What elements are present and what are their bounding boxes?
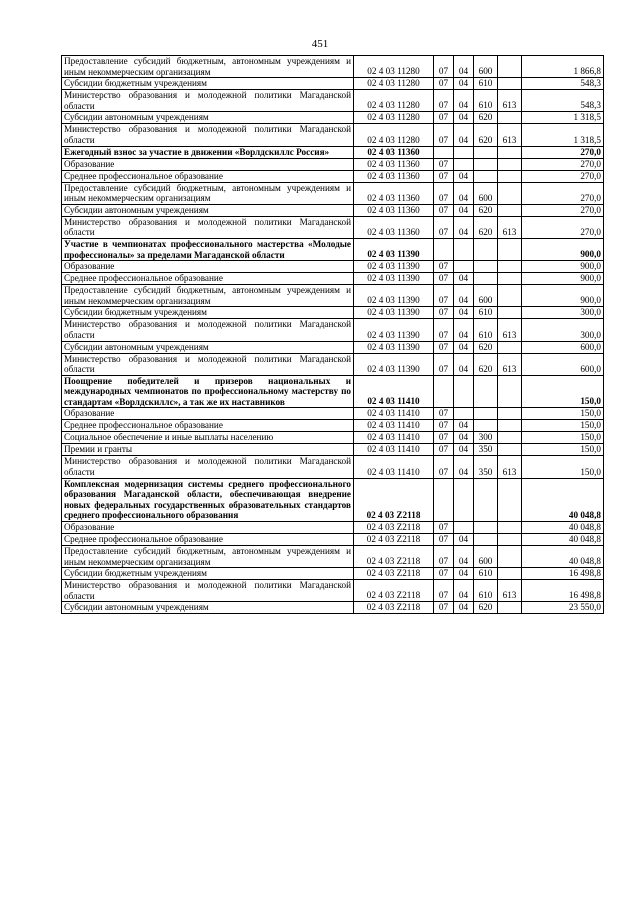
row-name-cell: Социальное обеспечение и иные выплаты населению [62, 432, 354, 444]
row-amount-cell: 150,0 [522, 420, 604, 432]
row-section-cell [434, 478, 454, 521]
table-row [62, 420, 604, 432]
table-row [62, 408, 604, 420]
row-expense-type-cell [474, 170, 498, 182]
row-section-cell: 07 [434, 408, 454, 420]
row-name-cell: Субсидии бюджетным учреждениям [62, 78, 354, 90]
row-expense-type-cell: 600 [474, 546, 498, 568]
row-section-cell: 07 [434, 285, 454, 307]
budget-table [61, 55, 604, 614]
row-expense-type-cell: 620 [474, 112, 498, 124]
row-expense-type-cell [474, 420, 498, 432]
row-section-cell: 07 [434, 602, 454, 614]
row-code-cell: 02 4 03 Z2118 [354, 568, 434, 580]
table-row [62, 158, 604, 170]
row-ministry-code-cell [498, 534, 522, 546]
row-code-cell: 02 4 03 11390 [354, 273, 434, 285]
row-expense-type-cell: 350 [474, 456, 498, 478]
row-subsection-cell [454, 408, 474, 420]
row-subsection-cell [454, 478, 474, 521]
row-name-cell: Комплексная модернизация системы среднего профессионального образования Магаданской области, обеспечивающая внедрение новых федеральных государственных образовательных стандартов среднего профессионального образования [62, 478, 354, 521]
page-number: 451 [311, 38, 329, 50]
row-code-cell: 02 4 03 11410 [354, 444, 434, 456]
row-expense-type-cell: 620 [474, 602, 498, 614]
row-expense-type-cell: 620 [474, 216, 498, 238]
row-subsection-cell [454, 375, 474, 408]
row-subsection-cell: 04 [454, 353, 474, 375]
row-name-cell: Предоставление субсидий бюджетным, автономным учреждениям и иным некоммерческим организациям [62, 285, 354, 307]
row-ministry-code-cell [498, 420, 522, 432]
row-ministry-code-cell [498, 375, 522, 408]
row-name-cell: Образование [62, 522, 354, 534]
table-row [62, 534, 604, 546]
row-amount-cell: 600,0 [522, 341, 604, 353]
row-amount-cell: 270,0 [522, 182, 604, 204]
row-section-cell: 07 [434, 341, 454, 353]
row-ministry-code-cell [498, 285, 522, 307]
row-subsection-cell: 04 [454, 580, 474, 602]
row-name-cell: Поощрение победителей и призеров национальных и международных чемпионатов по профессиональному мастерству по стандартам «Ворлдскиллс», а так же их наставников [62, 375, 354, 408]
row-section-cell [434, 375, 454, 408]
row-name-cell: Среднее профессиональное образование [62, 534, 354, 546]
row-subsection-cell: 04 [454, 568, 474, 580]
row-name-cell: Субсидии автономным учреждениям [62, 341, 354, 353]
row-code-cell: 02 4 03 Z2118 [354, 478, 434, 521]
row-expense-type-cell [474, 534, 498, 546]
table-row [62, 182, 604, 204]
row-name-cell: Субсидии автономным учреждениям [62, 112, 354, 124]
row-ministry-code-cell [498, 432, 522, 444]
row-section-cell: 07 [434, 456, 454, 478]
row-code-cell: 02 4 03 11360 [354, 216, 434, 238]
row-expense-type-cell [474, 522, 498, 534]
row-subsection-cell: 04 [454, 182, 474, 204]
row-expense-type-cell: 610 [474, 568, 498, 580]
row-section-cell: 07 [434, 158, 454, 170]
row-ministry-code-cell: 613 [498, 216, 522, 238]
row-ministry-code-cell [498, 602, 522, 614]
row-amount-cell: 150,0 [522, 444, 604, 456]
table-row [62, 307, 604, 319]
row-expense-type-cell: 600 [474, 285, 498, 307]
table-row [62, 78, 604, 90]
row-name-cell: Министерство образования и молодежной политики Магаданской области [62, 124, 354, 146]
row-subsection-cell: 04 [454, 124, 474, 146]
table-row [62, 204, 604, 216]
row-subsection-cell: 04 [454, 456, 474, 478]
row-amount-cell: 300,0 [522, 319, 604, 341]
row-code-cell: 02 4 03 11410 [354, 408, 434, 420]
row-name-cell: Субсидии бюджетным учреждениям [62, 568, 354, 580]
row-code-cell: 02 4 03 Z2118 [354, 534, 434, 546]
row-section-cell: 07 [434, 546, 454, 568]
row-amount-cell: 300,0 [522, 307, 604, 319]
table-row [62, 456, 604, 478]
row-ministry-code-cell [498, 182, 522, 204]
row-ministry-code-cell [498, 408, 522, 420]
row-expense-type-cell: 620 [474, 341, 498, 353]
row-section-cell: 07 [434, 216, 454, 238]
row-amount-cell: 1 318,5 [522, 112, 604, 124]
row-section-cell: 07 [434, 353, 454, 375]
row-subsection-cell: 04 [454, 216, 474, 238]
row-section-cell [434, 146, 454, 158]
row-subsection-cell [454, 238, 474, 260]
table-row [62, 56, 604, 78]
row-subsection-cell [454, 158, 474, 170]
table-row [62, 90, 604, 112]
row-code-cell: 02 4 03 11410 [354, 432, 434, 444]
row-amount-cell: 40 048,8 [522, 522, 604, 534]
row-ministry-code-cell [498, 273, 522, 285]
row-expense-type-cell: 610 [474, 580, 498, 602]
row-subsection-cell: 04 [454, 112, 474, 124]
row-section-cell: 07 [434, 568, 454, 580]
row-code-cell: 02 4 03 11410 [354, 375, 434, 408]
row-name-cell: Образование [62, 408, 354, 420]
row-amount-cell: 270,0 [522, 170, 604, 182]
row-name-cell: Министерство образования и молодежной политики Магаданской области [62, 216, 354, 238]
row-subsection-cell: 04 [454, 307, 474, 319]
row-subsection-cell: 04 [454, 534, 474, 546]
row-subsection-cell: 04 [454, 204, 474, 216]
row-subsection-cell: 04 [454, 602, 474, 614]
row-ministry-code-cell [498, 522, 522, 534]
row-ministry-code-cell: 613 [498, 580, 522, 602]
row-name-cell: Министерство образования и молодежной политики Магаданской области [62, 353, 354, 375]
row-expense-type-cell [474, 273, 498, 285]
row-name-cell: Образование [62, 261, 354, 273]
row-section-cell: 07 [434, 182, 454, 204]
row-code-cell: 02 4 03 11360 [354, 204, 434, 216]
row-section-cell [434, 238, 454, 260]
row-code-cell: 02 4 03 11360 [354, 182, 434, 204]
row-ministry-code-cell: 613 [498, 124, 522, 146]
row-name-cell: Ежегодный взнос за участие в движении «Ворлдскиллс Россия» [62, 146, 354, 158]
row-subsection-cell: 04 [454, 273, 474, 285]
row-subsection-cell: 04 [454, 170, 474, 182]
row-amount-cell: 270,0 [522, 204, 604, 216]
row-amount-cell: 16 498,8 [522, 580, 604, 602]
row-ministry-code-cell [498, 568, 522, 580]
row-section-cell: 07 [434, 432, 454, 444]
table-row [62, 238, 604, 260]
row-expense-type-cell [474, 408, 498, 420]
row-name-cell: Предоставление субсидий бюджетным, автономным учреждениям и иным некоммерческим организациям [62, 56, 354, 78]
table-row [62, 285, 604, 307]
row-name-cell: Субсидии автономным учреждениям [62, 204, 354, 216]
row-section-cell: 07 [434, 261, 454, 273]
row-code-cell: 02 4 03 Z2118 [354, 580, 434, 602]
row-expense-type-cell: 610 [474, 307, 498, 319]
row-ministry-code-cell: 613 [498, 90, 522, 112]
table-row [62, 341, 604, 353]
row-expense-type-cell [474, 261, 498, 273]
row-amount-cell: 150,0 [522, 456, 604, 478]
row-name-cell: Предоставление субсидий бюджетным, автономным учреждениям и иным некоммерческим организациям [62, 546, 354, 568]
row-expense-type-cell: 610 [474, 319, 498, 341]
row-amount-cell: 600,0 [522, 353, 604, 375]
row-name-cell: Субсидии бюджетным учреждениям [62, 307, 354, 319]
table-row [62, 432, 604, 444]
table-row [62, 375, 604, 408]
row-section-cell: 07 [434, 522, 454, 534]
row-amount-cell: 150,0 [522, 408, 604, 420]
row-section-cell: 07 [434, 420, 454, 432]
row-name-cell: Министерство образования и молодежной политики Магаданской области [62, 580, 354, 602]
table-row [62, 478, 604, 521]
row-subsection-cell: 04 [454, 420, 474, 432]
row-code-cell: 02 4 03 Z2118 [354, 546, 434, 568]
row-subsection-cell: 04 [454, 341, 474, 353]
row-name-cell: Премии и гранты [62, 444, 354, 456]
row-code-cell: 02 4 03 11360 [354, 170, 434, 182]
row-expense-type-cell: 610 [474, 78, 498, 90]
row-subsection-cell: 04 [454, 90, 474, 112]
row-amount-cell: 16 498,8 [522, 568, 604, 580]
table-row [62, 546, 604, 568]
row-section-cell: 07 [434, 124, 454, 146]
row-section-cell: 07 [434, 112, 454, 124]
row-ministry-code-cell [498, 78, 522, 90]
row-amount-cell: 270,0 [522, 158, 604, 170]
row-subsection-cell [454, 522, 474, 534]
row-section-cell: 07 [434, 319, 454, 341]
row-section-cell: 07 [434, 444, 454, 456]
row-code-cell: 02 4 03 11390 [354, 238, 434, 260]
row-ministry-code-cell [498, 546, 522, 568]
row-amount-cell: 900,0 [522, 273, 604, 285]
row-amount-cell: 40 048,8 [522, 478, 604, 521]
row-amount-cell: 270,0 [522, 216, 604, 238]
table-row [62, 602, 604, 614]
row-ministry-code-cell [498, 56, 522, 78]
row-code-cell: 02 4 03 11280 [354, 124, 434, 146]
row-subsection-cell: 04 [454, 78, 474, 90]
row-subsection-cell: 04 [454, 56, 474, 78]
row-expense-type-cell: 620 [474, 204, 498, 216]
table-row [62, 273, 604, 285]
row-expense-type-cell [474, 238, 498, 260]
row-amount-cell: 1 318,5 [522, 124, 604, 146]
table-row [62, 146, 604, 158]
row-ministry-code-cell [498, 307, 522, 319]
row-expense-type-cell [474, 375, 498, 408]
row-subsection-cell: 04 [454, 285, 474, 307]
row-name-cell: Образование [62, 158, 354, 170]
row-ministry-code-cell [498, 158, 522, 170]
row-code-cell: 02 4 03 11390 [354, 261, 434, 273]
row-ministry-code-cell: 613 [498, 456, 522, 478]
row-subsection-cell: 04 [454, 546, 474, 568]
row-expense-type-cell: 350 [474, 444, 498, 456]
table-row [62, 170, 604, 182]
row-code-cell: 02 4 03 11390 [354, 341, 434, 353]
row-amount-cell: 150,0 [522, 375, 604, 408]
row-subsection-cell [454, 261, 474, 273]
row-expense-type-cell [474, 146, 498, 158]
row-section-cell: 07 [434, 56, 454, 78]
row-amount-cell: 40 048,8 [522, 546, 604, 568]
table-row [62, 444, 604, 456]
table-row [62, 319, 604, 341]
row-code-cell: 02 4 03 11390 [354, 319, 434, 341]
row-name-cell: Министерство образования и молодежной политики Магаданской области [62, 319, 354, 341]
row-ministry-code-cell [498, 112, 522, 124]
row-ministry-code-cell [498, 478, 522, 521]
row-expense-type-cell: 620 [474, 124, 498, 146]
row-code-cell: 02 4 03 Z2118 [354, 602, 434, 614]
row-ministry-code-cell: 613 [498, 319, 522, 341]
row-section-cell: 07 [434, 273, 454, 285]
row-code-cell: 02 4 03 11280 [354, 56, 434, 78]
table-row [62, 568, 604, 580]
row-ministry-code-cell [498, 146, 522, 158]
row-section-cell: 07 [434, 307, 454, 319]
row-section-cell: 07 [434, 90, 454, 112]
row-expense-type-cell: 300 [474, 432, 498, 444]
table-row [62, 353, 604, 375]
row-amount-cell: 548,3 [522, 78, 604, 90]
row-expense-type-cell: 620 [474, 353, 498, 375]
row-name-cell: Предоставление субсидий бюджетным, автономным учреждениям и иным некоммерческим организациям [62, 182, 354, 204]
row-ministry-code-cell [498, 238, 522, 260]
row-section-cell: 07 [434, 534, 454, 546]
budget-table-body [62, 56, 604, 614]
row-ministry-code-cell: 613 [498, 353, 522, 375]
row-expense-type-cell: 610 [474, 90, 498, 112]
table-row [62, 112, 604, 124]
row-amount-cell: 23 550,0 [522, 602, 604, 614]
row-section-cell: 07 [434, 78, 454, 90]
table-row [62, 522, 604, 534]
row-code-cell: 02 4 03 Z2118 [354, 522, 434, 534]
row-code-cell: 02 4 03 11390 [354, 353, 434, 375]
row-subsection-cell: 04 [454, 432, 474, 444]
row-name-cell: Министерство образования и молодежной политики Магаданской области [62, 90, 354, 112]
row-amount-cell: 900,0 [522, 238, 604, 260]
row-expense-type-cell [474, 158, 498, 170]
row-name-cell: Участие в чемпионатах профессионального мастерства «Молодые профессионалы» за пределами Магаданской области [62, 238, 354, 260]
row-ministry-code-cell [498, 261, 522, 273]
row-code-cell: 02 4 03 11360 [354, 158, 434, 170]
row-amount-cell: 900,0 [522, 261, 604, 273]
row-ministry-code-cell [498, 170, 522, 182]
row-section-cell: 07 [434, 170, 454, 182]
table-row [62, 580, 604, 602]
row-ministry-code-cell [498, 444, 522, 456]
row-amount-cell: 900,0 [522, 285, 604, 307]
row-expense-type-cell: 600 [474, 56, 498, 78]
row-name-cell: Среднее профессиональное образование [62, 420, 354, 432]
row-code-cell: 02 4 03 11410 [354, 420, 434, 432]
row-code-cell: 02 4 03 11280 [354, 90, 434, 112]
row-subsection-cell: 04 [454, 319, 474, 341]
row-amount-cell: 1 866,8 [522, 56, 604, 78]
row-expense-type-cell: 600 [474, 182, 498, 204]
row-code-cell: 02 4 03 11390 [354, 307, 434, 319]
row-code-cell: 02 4 03 11410 [354, 456, 434, 478]
row-name-cell: Субсидии автономным учреждениям [62, 602, 354, 614]
row-section-cell: 07 [434, 204, 454, 216]
row-subsection-cell [454, 146, 474, 158]
row-code-cell: 02 4 03 11360 [354, 146, 434, 158]
row-subsection-cell: 04 [454, 444, 474, 456]
row-name-cell: Министерство образования и молодежной политики Магаданской области [62, 456, 354, 478]
row-section-cell: 07 [434, 580, 454, 602]
row-code-cell: 02 4 03 11390 [354, 285, 434, 307]
row-code-cell: 02 4 03 11280 [354, 78, 434, 90]
row-expense-type-cell [474, 478, 498, 521]
row-amount-cell: 270,0 [522, 146, 604, 158]
table-row [62, 261, 604, 273]
row-name-cell: Среднее профессиональное образование [62, 170, 354, 182]
table-row [62, 124, 604, 146]
row-name-cell: Среднее профессиональное образование [62, 273, 354, 285]
row-amount-cell: 548,3 [522, 90, 604, 112]
row-amount-cell: 150,0 [522, 432, 604, 444]
row-amount-cell: 40 048,8 [522, 534, 604, 546]
row-ministry-code-cell [498, 341, 522, 353]
row-code-cell: 02 4 03 11280 [354, 112, 434, 124]
row-ministry-code-cell [498, 204, 522, 216]
table-row [62, 216, 604, 238]
